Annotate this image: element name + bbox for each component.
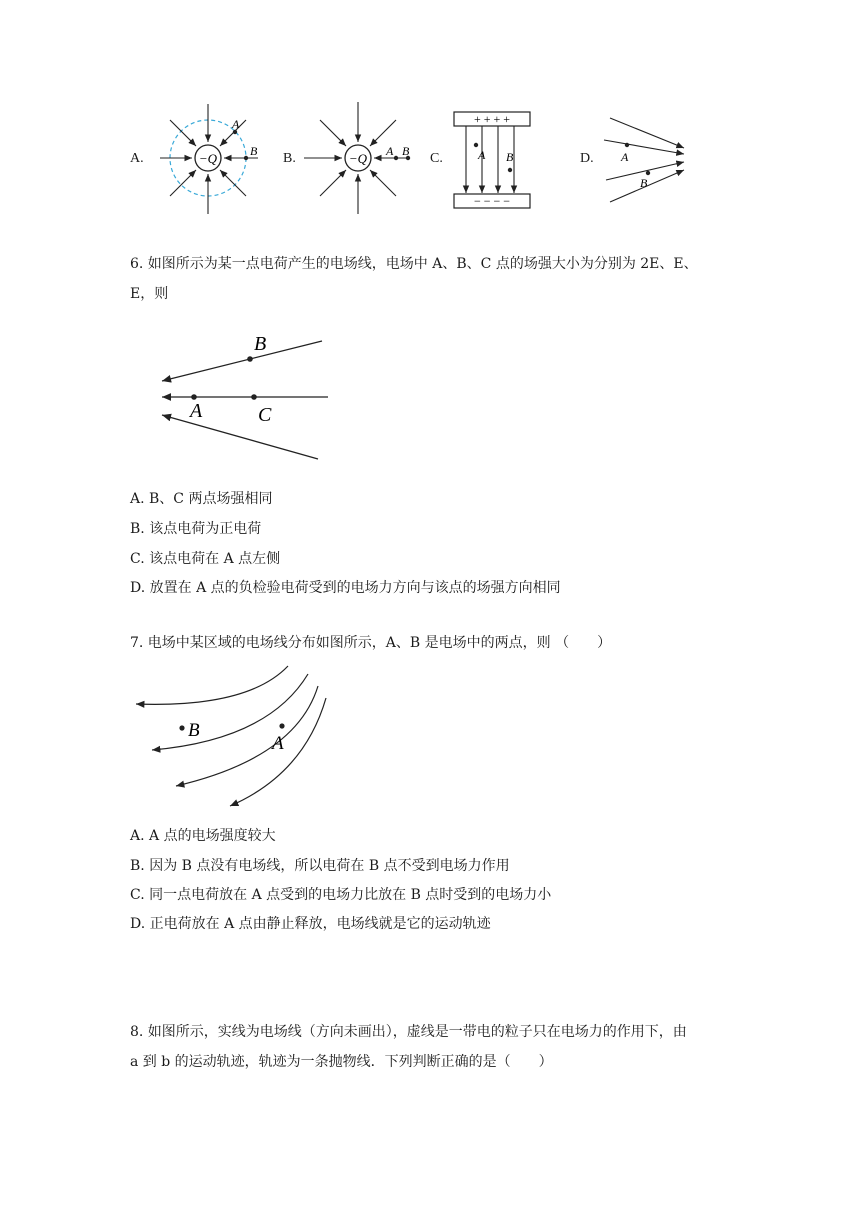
option-d-figure (600, 110, 695, 210)
option-a-figure (160, 100, 270, 220)
label-a: A (272, 733, 284, 754)
q7-option-d: D. 正电荷放在 A 点由静止释放，电场线就是它的运动轨迹 (130, 916, 491, 932)
point-b-label: B (640, 176, 648, 190)
q6-stem-line1: 6. 如图所示为某一点电荷产生的电场线，电场中 A、B、C 点的场强大小为分别为 2E、E、 (130, 256, 698, 272)
q8-stem-line1: 8. 如图所示，实线为电场线（方向未画出），虚线是一带电的粒子只在电场力的作用下，由 (130, 1024, 687, 1040)
point-b-label: B (250, 144, 258, 158)
option-c-figure (450, 108, 540, 214)
q6-option-b: B. 该点电荷为正电荷 (130, 521, 262, 537)
q7-field-figure (128, 662, 338, 812)
q6-option-c: C. 该点电荷在 A 点左侧 (130, 551, 281, 567)
label-a: A (190, 400, 203, 422)
q6-stem-line2: E，则 (130, 286, 169, 302)
label-b: B (254, 333, 267, 355)
q6-field-figure (150, 325, 340, 465)
option-b-figure (300, 100, 425, 220)
option-b-label: B. (283, 151, 296, 166)
q7-option-b: B. 因为 B 点没有电场线，所以电荷在 B 点不受到电场力作用 (130, 858, 510, 874)
label-c: C (258, 404, 272, 426)
option-d-label: D. (580, 151, 594, 166)
charge-label: −Q (198, 151, 218, 166)
point-a-label: A (386, 144, 394, 158)
point-a-label: A (478, 148, 486, 162)
charge-label: −Q (348, 151, 368, 166)
q7-option-c: C. 同一点电荷放在 A 点受到的电场力比放在 B 点时受到的电场力小 (130, 887, 552, 903)
point-a-label: A (232, 117, 240, 131)
option-c-label: C. (430, 151, 443, 166)
q6-option-a: A. B、C 两点场强相同 (130, 491, 273, 507)
point-b-label: B (402, 144, 410, 158)
plus-plate-label: + + + + (473, 112, 511, 126)
point-a-label: A (621, 150, 629, 164)
label-b: B (188, 720, 200, 741)
q7-option-a: A. A 点的电场强度较大 (130, 828, 276, 844)
option-a-label: A. (130, 151, 144, 166)
q6-option-d: D. 放置在 A 点的负检验电荷受到的电场力方向与该点的场强方向相同 (130, 580, 561, 596)
q8-stem-line2: a 到 b 的运动轨迹，轨迹为一条抛物线．下列判断正确的是（ ） (130, 1054, 553, 1070)
point-b-label: B (506, 150, 514, 164)
q7-stem: 7. 电场中某区域的电场线分布如图所示，A、B 是电场中的两点，则 （ ） (130, 635, 612, 651)
minus-plate-label: − − − − (473, 194, 511, 208)
